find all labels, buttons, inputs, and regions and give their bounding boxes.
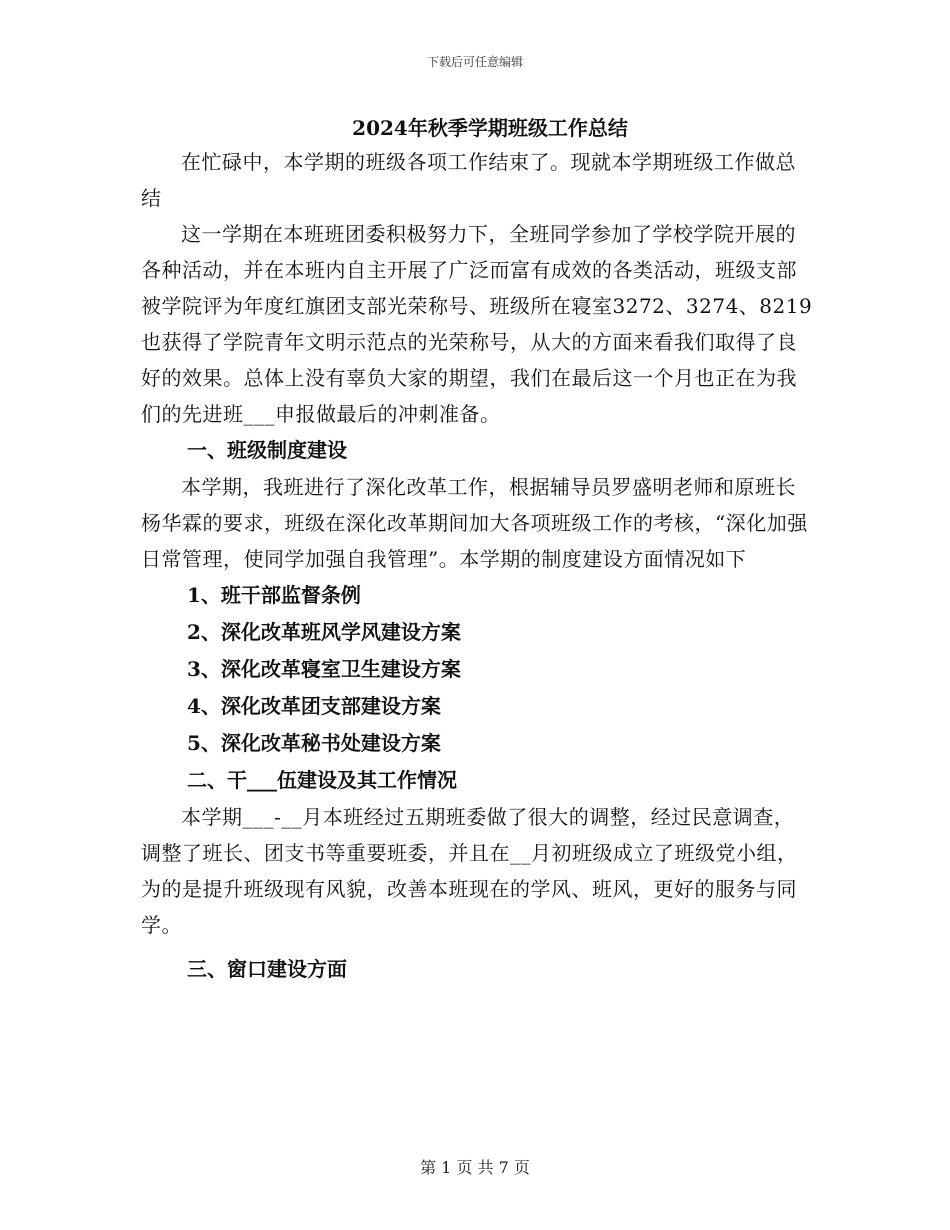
page-footer: 第 1 页 共 7 页 [420, 1158, 530, 1177]
section1-paragraph: 本学期，我班进行了深化改革工作，根据辅导员罗盛明老师和原班长杨华霖的要求，班级在深化改革期间加大各项班级工作的考核，“深化加强日常管理，使同学加强自我管理”。本学期的制度建设方面情况如下 [141, 475, 808, 571]
section2-paragraph: 本学期___-__月本班经过五期班委做了很大的调整，经过民意调查，调整了班长、团支书等重要班委，并且在__月初班级成立了班级党小组，为的是提升班级现有风貌，改善本班现在的学风、班风，更好的服务与同学。 [141, 805, 798, 937]
section-heading-2: 二、干___伍建设及其工作情况 [187, 768, 457, 792]
list-item: 5、深化改革秘书处建设方案 [187, 731, 441, 755]
header-note: 下载后可任意编辑 [426, 55, 523, 69]
section-heading-3: 三、窗口建设方面 [187, 957, 347, 981]
section-heading-1: 一、班级制度建设 [187, 438, 347, 462]
intro-paragraph-2: 这一学期在本班班团委积极努力下，全班同学参加了学校学院开展的各种活动，并在本班内自主开展了广泛而富有成效的各类活动，班级支部被学院评为年度红旗团支部光荣称号、班级所在寝室3272、3274、8219也获得了学院青年文明示范点的光荣称号，从大的方面来看我们取得了良好的效果。总体上没有辜负大家的期望，我们在最后这一个月也正在为我们的先进班___申报做最后的冲刺准备。 [141, 222, 813, 426]
list-item: 1、班干部监督条例 [187, 583, 361, 607]
list-item: 3、深化改革寝室卫生建设方案 [187, 657, 461, 681]
list-item: 2、深化改革班风学风建设方案 [187, 620, 461, 644]
intro-paragraph-1: 在忙碌中，本学期的班级各项工作结束了。现就本学期班级工作做总结 [141, 150, 796, 210]
document-title: 2024年秋季学期班级工作总结 [352, 116, 628, 140]
list-item: 4、深化改革团支部建设方案 [187, 694, 441, 718]
document-body [141, 112, 813, 988]
